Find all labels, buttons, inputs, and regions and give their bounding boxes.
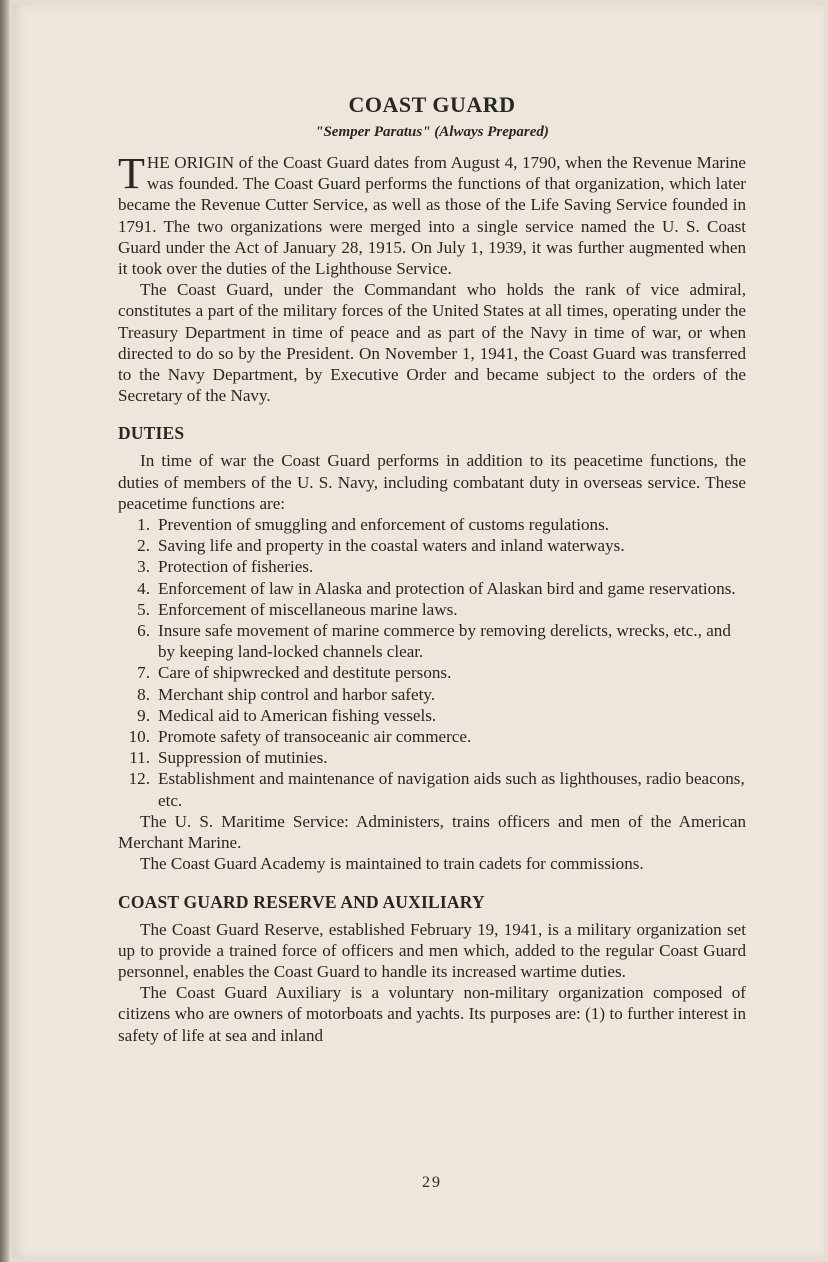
duty-text: Prevention of smuggling and enforcement of customs regulations. [158, 515, 609, 535]
document-page [12, 4, 824, 1258]
duty-number: 11. [129, 748, 150, 768]
duty-number: 1. [137, 515, 150, 535]
duty-text: Suppression of mutinies. [158, 748, 328, 768]
duty-item [118, 726, 746, 747]
duties-list [118, 514, 746, 811]
duty-number: 9. [137, 705, 150, 725]
motto: "Semper Paratus" (Always Prepared) [315, 124, 549, 140]
duty-text: Medical aid to American fishing vessels. [158, 705, 437, 725]
duty-number: 3. [137, 557, 150, 577]
page-number: 29 [422, 1174, 442, 1191]
duty-number: 4. [137, 578, 150, 598]
duty-item [118, 578, 746, 599]
duty-text: Protection of fisheries. [158, 557, 314, 577]
maritime-service-paragraph: The U. S. Maritime Service: Administers, trains officers and men of the American Merchant Marine. [118, 811, 746, 853]
duty-number: 12. [128, 769, 150, 789]
duty-item [118, 662, 746, 683]
duty-text: Insure safe movement of marine commerce by removing derelicts, wrecks, etc., and by keeping land-locked channels clear. [158, 621, 731, 662]
page-content [118, 92, 746, 1191]
duty-item [118, 514, 746, 535]
reserve-paragraph-2: The Coast Guard Auxiliary is a voluntary non-military organization composed of citizens who are owners of motorboats and yachts. Its purposes are: (1) to further interest in safety of life at sea and inland [118, 983, 746, 1045]
academy-paragraph: The Coast Guard Academy is maintained to train cadets for commissions. [140, 854, 644, 874]
duty-number: 5. [137, 599, 150, 619]
duty-item [118, 599, 746, 620]
duty-number: 6. [137, 621, 150, 641]
duty-text: Promote safety of transoceanic air commerce. [158, 727, 472, 747]
duty-number: 8. [137, 684, 150, 704]
duty-text: Care of shipwrecked and destitute persons. [158, 663, 452, 683]
duties-intro: In time of war the Coast Guard performs in addition to its peacetime functions, the duties of members of the U. S. Navy, including combatant duty in overseas service. These peacetime functions are: [118, 451, 746, 513]
duties-heading: DUTIES [118, 423, 185, 444]
book-spine-shadow [0, 0, 10, 1262]
reserve-heading: COAST GUARD RESERVE AND AUXILIARY [118, 891, 485, 912]
drop-cap: T [118, 149, 145, 198]
duty-text: Establishment and maintenance of navigation aids such as lighthouses, radio beacons, etc. [158, 769, 745, 810]
duty-number: 7. [137, 663, 150, 683]
duty-text: Enforcement of miscellaneous marine laws. [158, 599, 458, 619]
duty-item [118, 705, 746, 726]
duty-text: Saving life and property in the coastal waters and inland waterways. [158, 536, 625, 556]
duty-item [118, 684, 746, 705]
duty-item [118, 535, 746, 556]
duty-text: Merchant ship control and harbor safety. [158, 684, 436, 704]
intro-paragraph-1-text: HE ORIGIN of the Coast Guard dates from August 4, 1790, when the Revenue Marine was founded. The Coast Guard performs the functions of that organization, which later became the Revenue Cutter Service, as well as those of the Life Saving Service founded in 1791. The two organizations were merged into a single service named the U. S. Coast Guard under the Act of January 28, 1915. On July 1, 1939, it was further augmented when it took over the duties of the Lighthouse Service. [118, 153, 746, 279]
reserve-paragraph-1: The Coast Guard Reserve, established February 19, 1941, is a military organization set up to provide a trained force of officers and men which, added to the regular Coast Guard personnel, enables the Coast Guard to handle its increased wartime duties. [118, 919, 746, 981]
duty-item [118, 620, 746, 662]
duty-item [118, 768, 746, 810]
intro-paragraph-2: The Coast Guard, under the Commandant who holds the rank of vice admiral, constitutes a part of the military forces of the United States at all times, operating under the Treasury Department in time of peace and as part of the Navy in time of war, or when directed to do so by the President. On November 1, 1941, the Coast Guard was transferred to the Navy Department, by Executive Order and became subject to the orders of the Secretary of the Navy. [118, 280, 746, 406]
page-title: COAST GUARD [348, 92, 516, 117]
duty-number: 2. [137, 536, 150, 556]
intro-paragraph-1 [118, 149, 746, 279]
duty-number: 10. [128, 727, 150, 747]
duty-item [118, 556, 746, 577]
duty-text: Enforcement of law in Alaska and protection of Alaskan bird and game reservations. [158, 578, 736, 598]
duty-item [118, 747, 746, 768]
